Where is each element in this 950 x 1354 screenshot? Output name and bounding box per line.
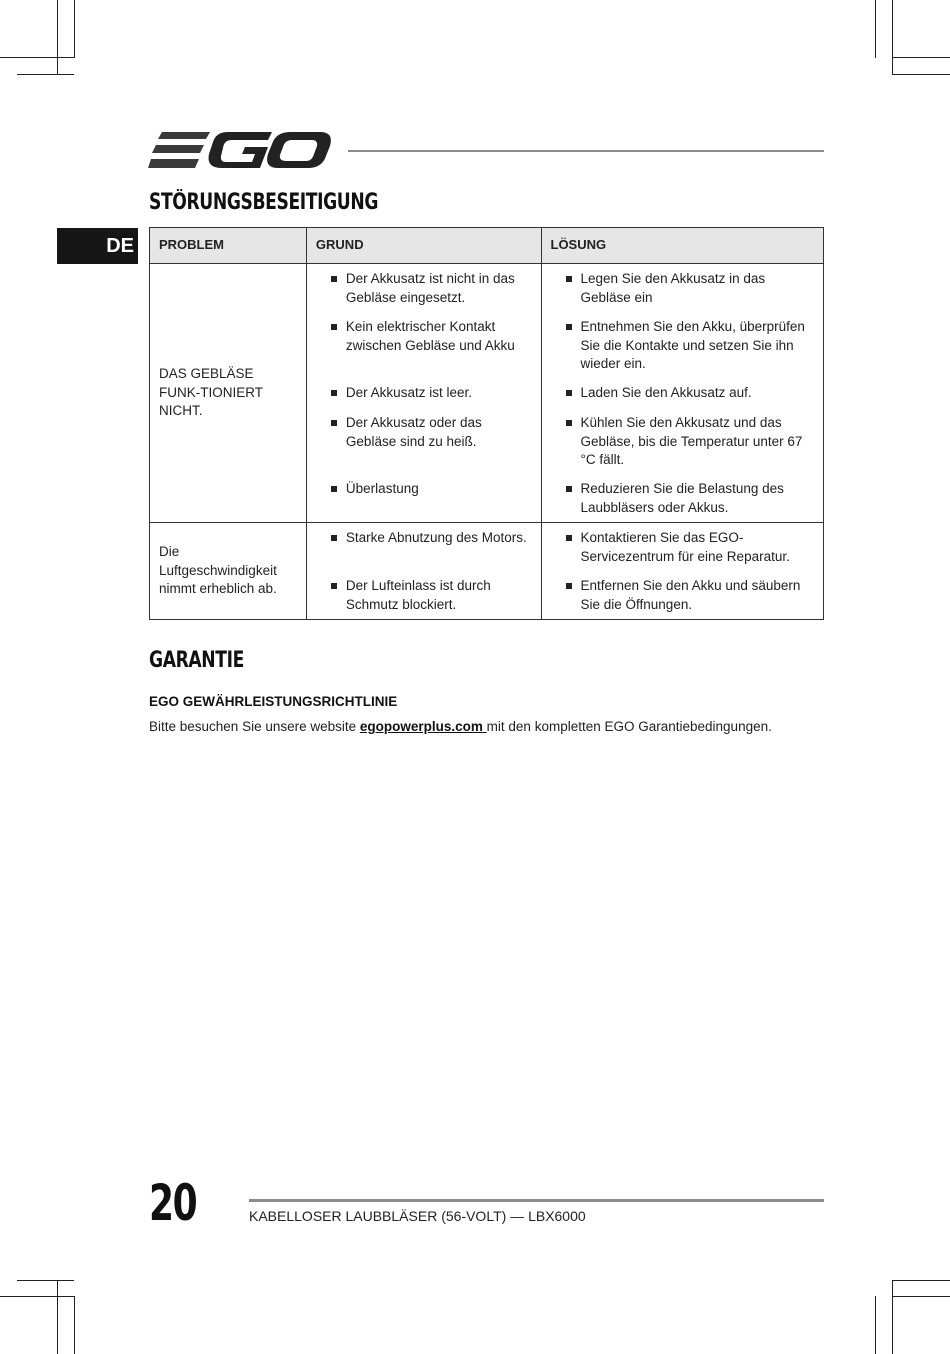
- bullet-icon: [566, 324, 572, 330]
- header-rule: [348, 150, 824, 152]
- solution-text: Entfernen Sie den Akku und säubern Sie die Öffnungen.: [580, 578, 801, 612]
- crop-mark: [892, 1280, 950, 1281]
- cause-text: Der Akkusatz ist leer.: [345, 385, 472, 400]
- problem-cell: DAS GEBLÄSE FUNK-TIONIERT NICHT.: [150, 264, 307, 523]
- warranty-text-before: Bitte besuchen Sie unsere website: [149, 719, 360, 734]
- list-item: [551, 480, 815, 518]
- list-item: [551, 270, 815, 318]
- bullet-icon: [566, 420, 572, 426]
- column-header-problem: PROBLEM: [150, 228, 307, 264]
- bullet-icon: [331, 390, 337, 396]
- bullet-icon: [566, 583, 572, 589]
- bullet-icon: [331, 420, 337, 426]
- crop-mark: [17, 1280, 74, 1281]
- list-item: [551, 414, 815, 480]
- solution-text: Legen Sie den Akkusatz in das Gebläse ein: [580, 271, 766, 305]
- solution-text: Reduzieren Sie die Belastung des Laubbläsers oder Akkus.: [580, 481, 784, 515]
- bullet-icon: [331, 486, 337, 492]
- crop-mark: [892, 0, 893, 74]
- website-link[interactable]: egopowerplus.com: [359, 719, 487, 734]
- section-title-warranty: GARANTIE: [149, 648, 244, 673]
- bullet-icon: [566, 535, 572, 541]
- language-tab: DE: [57, 228, 138, 264]
- list-item: [551, 318, 815, 384]
- bullet-icon: [566, 390, 572, 396]
- list-item: [316, 577, 532, 615]
- crop-mark: [875, 1296, 876, 1354]
- ego-logo: [148, 128, 332, 172]
- crop-mark: [875, 0, 876, 58]
- crop-mark: [892, 57, 950, 58]
- warranty-subtitle: EGO GEWÄHRLEISTUNGSRICHTLINIE: [149, 694, 398, 709]
- solution-cell: [541, 523, 824, 620]
- warranty-text-after: mit den kompletten EGO Garantiebedingungen.: [486, 719, 772, 734]
- list-item: [551, 384, 815, 414]
- bullet-icon: [566, 486, 572, 492]
- list-item: [316, 270, 532, 318]
- footer-rule: [249, 1199, 824, 1202]
- table-row: [150, 523, 824, 620]
- crop-mark: [0, 57, 74, 58]
- crop-mark: [17, 74, 74, 75]
- crop-mark: [0, 1296, 74, 1297]
- solution-text: Kühlen Sie den Akkusatz und das Gebläse, bis die Temperatur unter 67 °C fällt.: [580, 415, 803, 467]
- list-item: [316, 480, 532, 518]
- cause-cell: [306, 523, 541, 620]
- problem-cell: Die Luftgeschwindigkeit nimmt erheblich ab.: [150, 523, 307, 620]
- solution-text: Laden Sie den Akkusatz auf.: [580, 385, 752, 400]
- crop-mark: [74, 0, 75, 58]
- crop-mark: [57, 1280, 58, 1354]
- footer-product-title: KABELLOSER LAUBBLÄSER (56-VOLT) — LBX6000: [249, 1208, 586, 1224]
- troubleshooting-table: [149, 227, 824, 620]
- column-header-solution: LÖSUNG: [541, 228, 824, 264]
- table-row: [150, 264, 824, 523]
- list-item: [316, 414, 532, 480]
- cause-text: Kein elektrischer Kontakt zwischen Gebläse und Akku: [345, 319, 515, 353]
- solution-text: Kontaktieren Sie das EGO-Servicezentrum für eine Reparatur.: [580, 530, 790, 564]
- cause-text: Starke Abnutzung des Motors.: [345, 530, 527, 545]
- list-item: [551, 577, 815, 615]
- list-item: [316, 384, 532, 414]
- cause-text: Der Akkusatz oder das Gebläse sind zu heiß.: [345, 415, 482, 449]
- list-item: [316, 318, 532, 384]
- list-item: [551, 529, 815, 577]
- crop-mark: [892, 74, 950, 75]
- bullet-icon: [331, 583, 337, 589]
- cause-text: Überlastung: [345, 481, 419, 496]
- section-title-troubleshooting: STÖRUNGSBESEITIGUNG: [149, 190, 379, 215]
- crop-mark: [892, 1296, 950, 1297]
- warranty-text: [149, 719, 772, 734]
- list-item: [316, 529, 532, 577]
- cause-cell: [306, 264, 541, 523]
- bullet-icon: [566, 276, 572, 282]
- table-header-row: [150, 228, 824, 264]
- cause-text: Der Lufteinlass ist durch Schmutz blockiert.: [345, 578, 491, 612]
- crop-mark: [892, 1280, 893, 1354]
- solution-text: Entnehmen Sie den Akku, überprüfen Sie die Kontakte und setzen Sie ihn wieder ein.: [580, 319, 805, 371]
- crop-mark: [57, 0, 58, 74]
- bullet-icon: [331, 324, 337, 330]
- cause-text: Der Akkusatz ist nicht in das Gebläse eingesetzt.: [345, 271, 515, 305]
- column-header-cause: GRUND: [306, 228, 541, 264]
- page-number: 20: [149, 1174, 197, 1232]
- solution-cell: [541, 264, 824, 523]
- bullet-icon: [331, 535, 337, 541]
- bullet-icon: [331, 276, 337, 282]
- crop-mark: [74, 1296, 75, 1354]
